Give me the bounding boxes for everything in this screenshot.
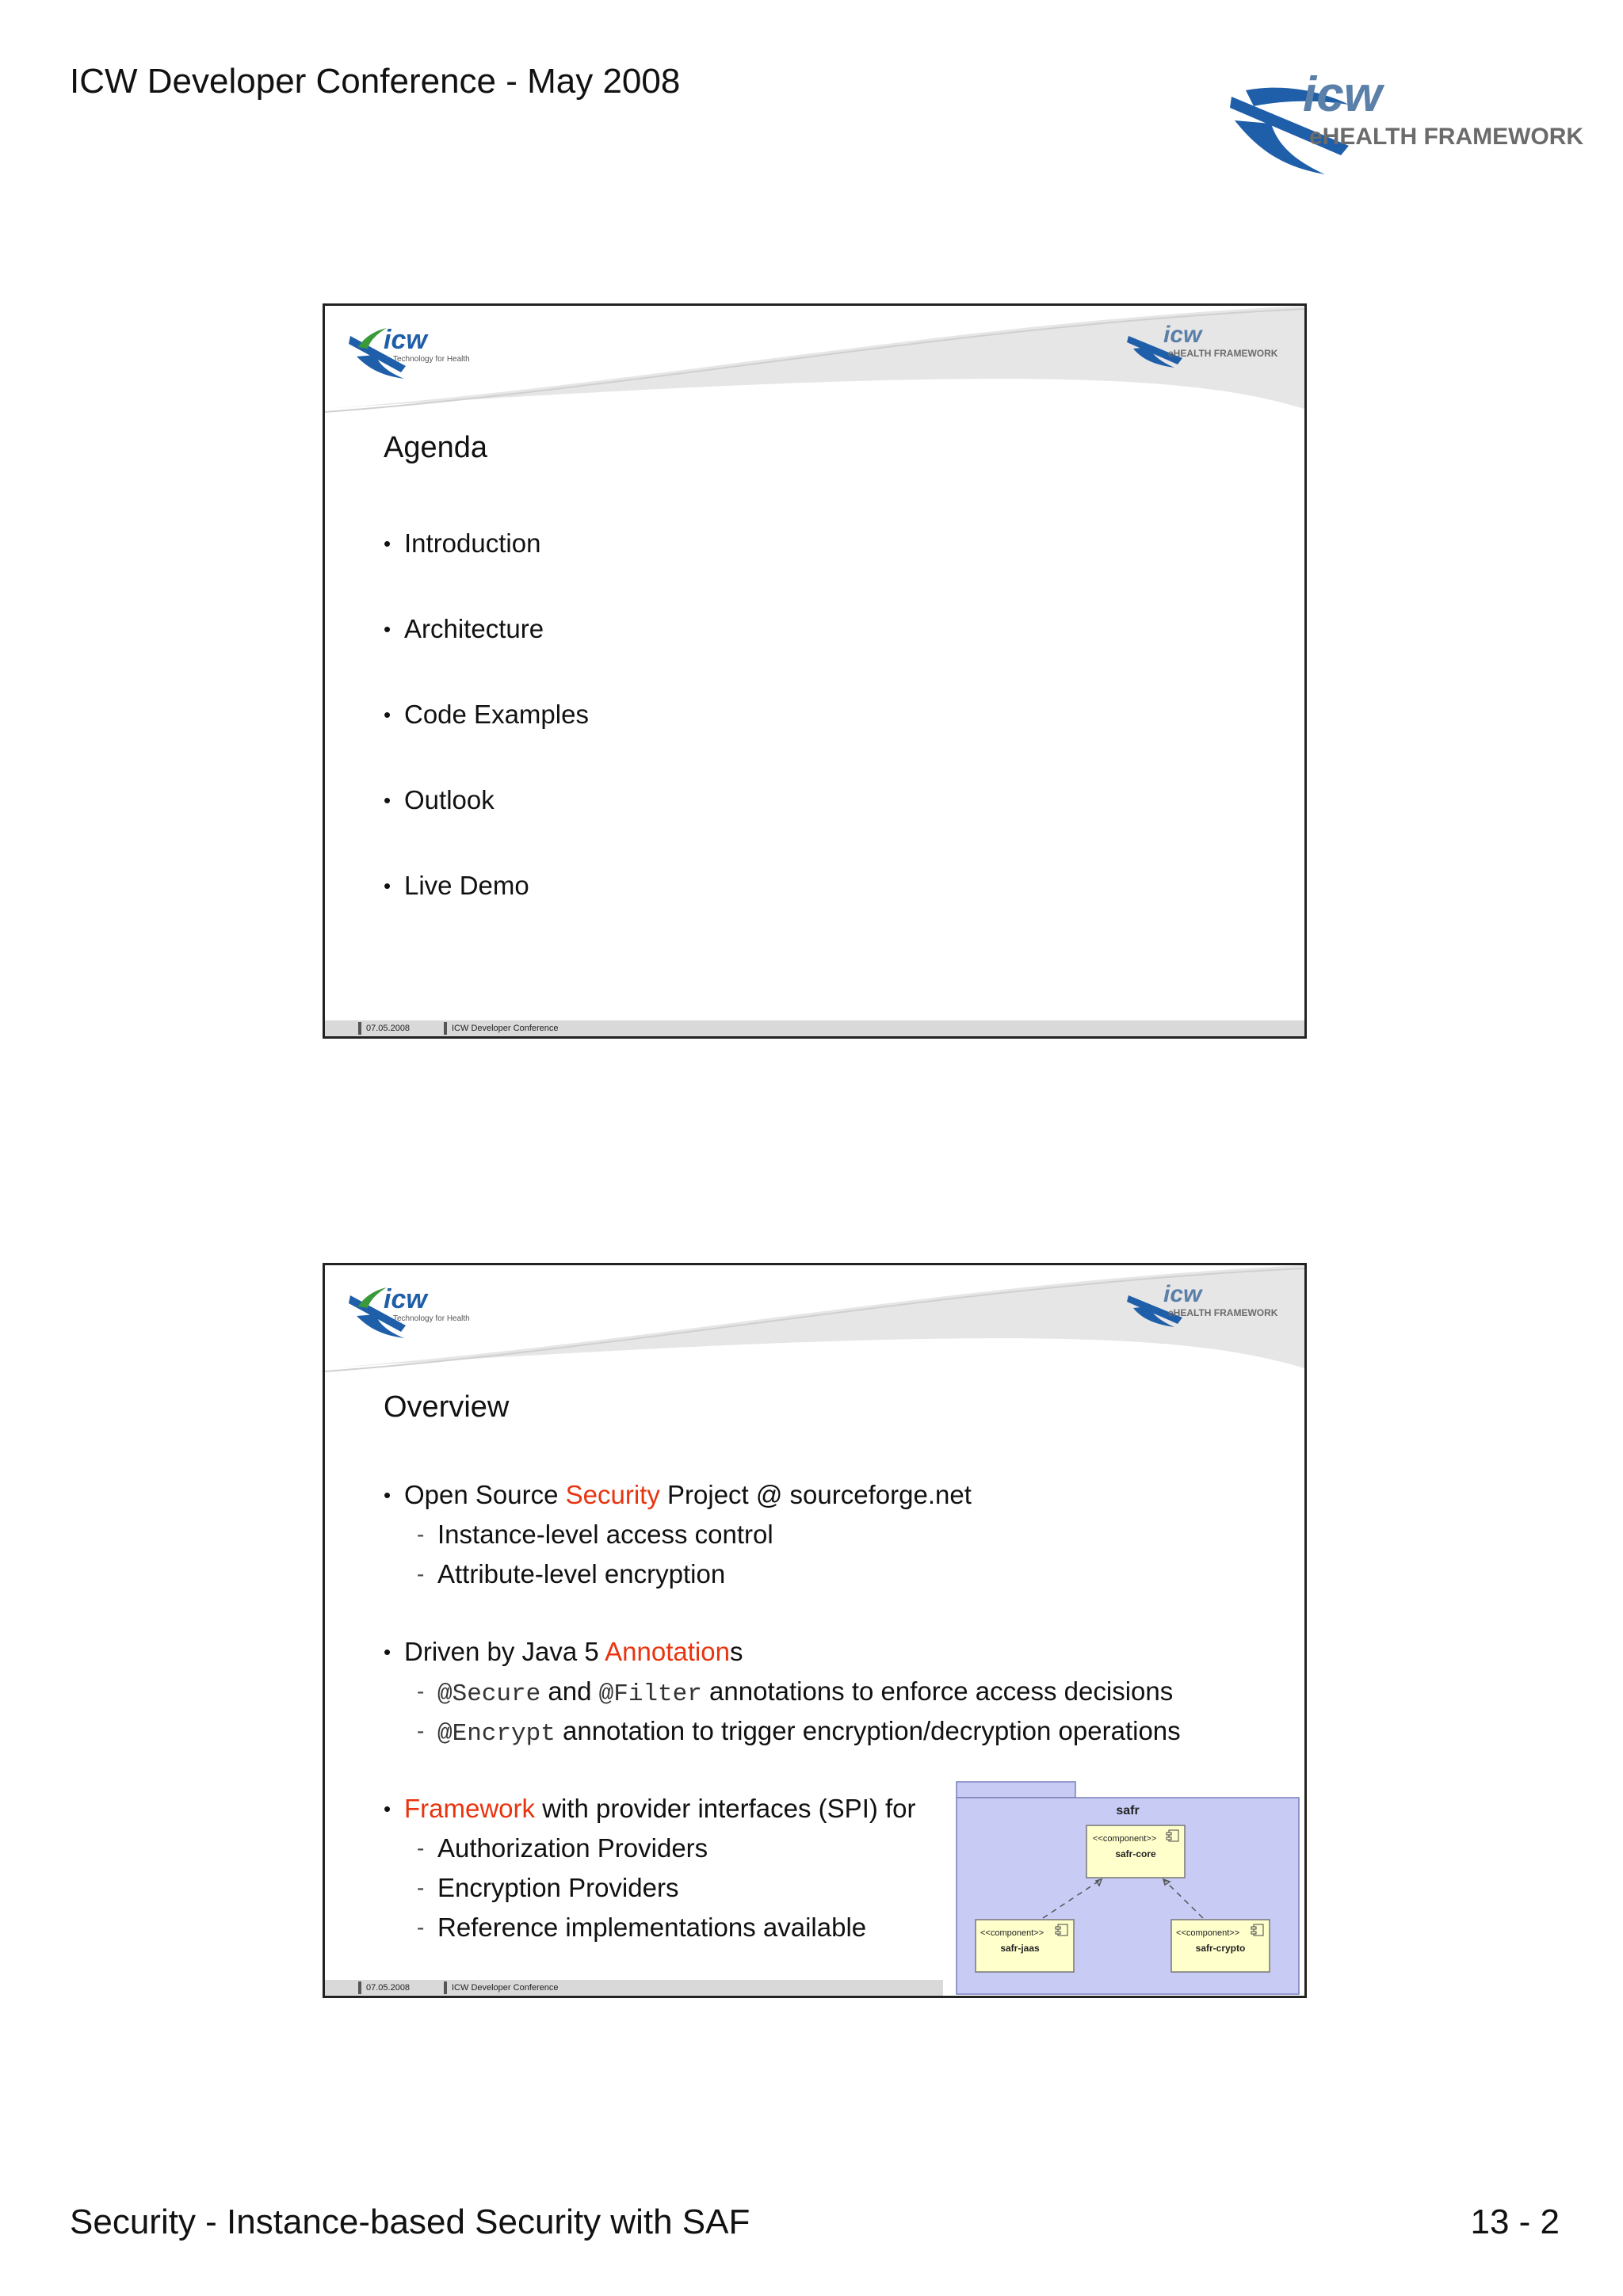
agenda-list bbox=[384, 528, 589, 955]
logo-wordmark: icw bbox=[1303, 67, 1382, 122]
agenda-item: • Architecture bbox=[384, 613, 589, 699]
slide-footer-label: ICW Developer Conference bbox=[452, 1024, 559, 1033]
svg-text:<<component>>: <<component>> bbox=[1093, 1834, 1157, 1844]
icw-ehealth-logo-small bbox=[1127, 1280, 1293, 1329]
svg-text:safr-crypto: safr-crypto bbox=[1195, 1943, 1246, 1954]
page-header-title: ICW Developer Conference - May 2008 bbox=[70, 62, 681, 101]
overview-sub-access-control: - Instance-level access control bbox=[417, 1519, 773, 1550]
overview-sub-encryption-providers: - Encryption Providers bbox=[417, 1872, 678, 1904]
slide-agenda bbox=[323, 303, 1307, 1039]
overview-bullet-open-source: • Open Source Security Project @ sourceforge.net bbox=[384, 1479, 972, 1511]
uml-package-tab bbox=[957, 1782, 1075, 1798]
svg-text:icw: icw bbox=[1163, 1281, 1202, 1307]
icw-technology-logo bbox=[349, 1280, 491, 1341]
svg-text:icw: icw bbox=[384, 325, 427, 355]
icw-ehealth-logo bbox=[1230, 67, 1584, 177]
overview-sub-encrypt: - @Encrypt annotation to trigger encryption/decryption operations bbox=[417, 1715, 1181, 1750]
slide-footer bbox=[325, 1980, 943, 1996]
uml-component-diagram bbox=[956, 1781, 1301, 1997]
svg-text:safr-jaas: safr-jaas bbox=[1000, 1943, 1040, 1954]
icw-technology-logo bbox=[349, 320, 491, 382]
slide-title: Agenda bbox=[384, 431, 488, 464]
overview-sub-reference-impl: - Reference implementations available bbox=[417, 1912, 866, 1943]
overview-bullet-framework: • Framework with provider interfaces (SPI) for bbox=[384, 1793, 916, 1825]
svg-text:<<component>>: <<component>> bbox=[980, 1928, 1044, 1938]
svg-text:icw: icw bbox=[384, 1284, 427, 1314]
agenda-item: • Live Demo bbox=[384, 870, 589, 955]
page-footer-title: Security - Instance-based Security with SAF bbox=[70, 2203, 750, 2241]
svg-text:icw: icw bbox=[1163, 322, 1202, 348]
logo-subtitle: eHEALTH FRAMEWORK bbox=[1309, 124, 1584, 150]
svg-text:<<component>>: <<component>> bbox=[1176, 1928, 1240, 1938]
page-number: 13 - 2 bbox=[1470, 2203, 1560, 2241]
svg-text:Technology for Health: Technology for Health bbox=[393, 1314, 470, 1323]
uml-package-label: safr bbox=[1116, 1804, 1140, 1817]
svg-text:eHEALTH FRAMEWORK: eHEALTH FRAMEWORK bbox=[1168, 348, 1278, 359]
svg-text:Technology for Health: Technology for Health bbox=[393, 355, 470, 364]
slide-overview bbox=[323, 1263, 1307, 1998]
overview-sub-secure-filter: - @Secure and @Filter annotations to enforce access decisions bbox=[417, 1676, 1173, 1711]
overview-sub-authorization: - Authorization Providers bbox=[417, 1833, 708, 1864]
slide-footer bbox=[325, 1020, 1304, 1036]
slide-footer-date: 07.05.2008 bbox=[366, 1024, 411, 1033]
svg-text:safr-core: safr-core bbox=[1115, 1848, 1156, 1859]
slide-footer-label: ICW Developer Conference bbox=[452, 1983, 559, 1993]
overview-bullet-annotations: • Driven by Java 5 Annotations bbox=[384, 1636, 743, 1668]
svg-text:eHEALTH FRAMEWORK: eHEALTH FRAMEWORK bbox=[1168, 1307, 1278, 1318]
slide-title: Overview bbox=[384, 1390, 510, 1424]
icw-ehealth-logo-small bbox=[1127, 320, 1293, 369]
overview-sub-encryption: - Attribute-level encryption bbox=[417, 1558, 725, 1590]
slide-footer-date: 07.05.2008 bbox=[366, 1983, 411, 1993]
agenda-item: • Introduction bbox=[384, 528, 589, 613]
agenda-item: • Outlook bbox=[384, 784, 589, 870]
agenda-item: • Code Examples bbox=[384, 699, 589, 784]
